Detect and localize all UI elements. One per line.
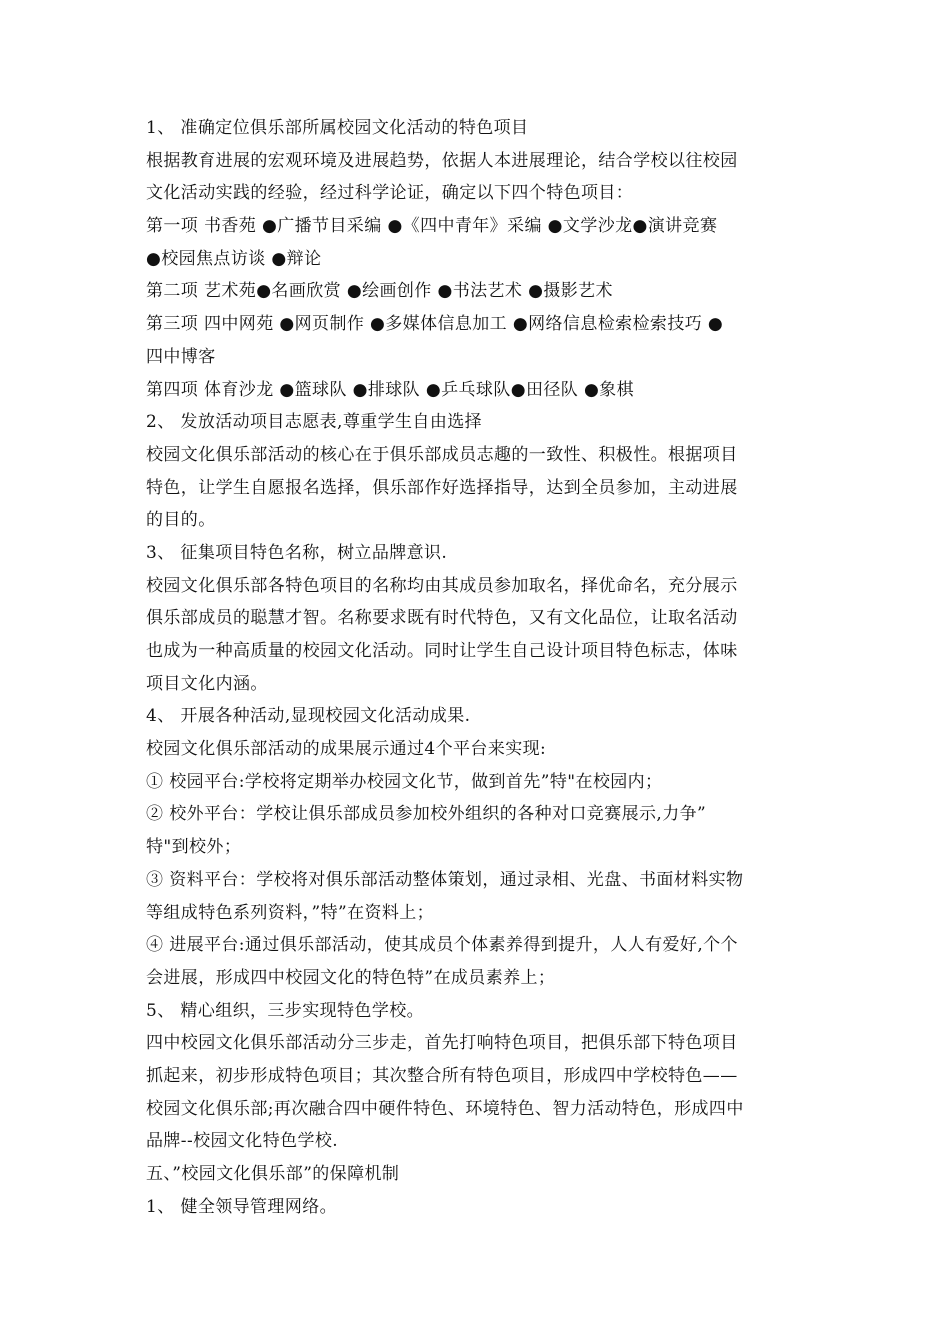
paragraph-line: 校园文化俱乐部活动的成果展示通过4个平台来实现: (146, 739, 547, 760)
project-item-3: 第三项 四中网苑 ●网页制作 ●多媒体信息加工 ●网络信息检索检索技巧 ● (146, 314, 724, 335)
paragraph-line: 校园文化俱乐部;再次融合四中硬件特色、环境特色、智力活动特色，形成四中 (146, 1098, 744, 1119)
section-heading-5: 5、 精心组织，三步实现特色学校。 (146, 1000, 425, 1021)
paragraph-line: 俱乐部成员的聪慧才智。名称要求既有时代特色，又有文化品位，让取名活动 (146, 608, 738, 629)
paragraph-line: 的目的。 (146, 510, 216, 531)
paragraph-line: 项目文化内涵。 (146, 673, 268, 694)
platform-item-1: ① 校园平台:学校将定期举办校园文化节，做到首先”特"在校园内； (146, 771, 663, 792)
section-heading-4: 4、 开展各种活动,显现校园文化活动成果. (146, 706, 471, 727)
subsection-heading-1: 1、 健全领导管理网络。 (146, 1196, 338, 1217)
paragraph-line: 根据教育进展的宏观环境及进展趋势，依据人本进展理论，结合学校以往校园 (146, 150, 738, 171)
project-item-4: 第四项 体育沙龙 ●篮球队 ●排球队 ●乒乓球队●田径队 ●象棋 (146, 379, 634, 400)
project-item-2: 第二项 艺术苑●名画欣赏 ●绘画创作 ●书法艺术 ●摄影艺术 (146, 281, 613, 302)
paragraph-line: 特色，让学生自愿报名选择，俱乐部作好选择指导，达到全员参加，主动进展 (146, 477, 738, 498)
platform-item-4: ④ 进展平台:通过俱乐部活动，使其成员个体素养得到提升，人人有爱好,个个 (146, 935, 738, 956)
paragraph-line: 也成为一种高质量的校园文化活动。同时让学生自己设计项目特色标志，体味 (146, 641, 738, 661)
section-heading-3: 3、 征集项目特色名称，树立品牌意识. (146, 542, 448, 563)
section-heading-1: 1、 准确定位俱乐部所属校园文化活动的特色项目 (146, 118, 529, 138)
project-item-1: 第一项 书香苑 ●广播节目采编 ●《四中青年》采编 ●文学沙龙●演讲竞赛 (146, 216, 718, 237)
document-body (146, 112, 810, 1223)
platform-item-4-continued: 会进展，形成四中校园文化的特色特”在成员素养上； (146, 967, 556, 988)
project-item-1-continued: ●校园焦点访谈 ●辩论 (146, 248, 322, 269)
chapter-heading-5: 五、”校园文化俱乐部”的保障机制 (146, 1164, 400, 1184)
paragraph-line: 文化活动实践的经验，经过科学论证，确定以下四个特色项目： (146, 183, 634, 204)
paragraph-line: 校园文化俱乐部各特色项目的名称均由其成员参加取名，择优命名，充分展示 (146, 575, 738, 596)
project-item-3-continued: 四中博客 (146, 346, 216, 367)
paragraph-line: 品牌--校园文化特色学校. (146, 1131, 339, 1152)
paragraph-line: 抓起来，初步形成特色项目；其次整合所有特色项目，形成四中学校特色—— (146, 1065, 738, 1086)
section-heading-2: 2、 发放活动项目志愿表,尊重学生自由选择 (146, 412, 483, 433)
platform-item-2-continued: 特"到校外； (146, 837, 242, 858)
platform-item-3-continued: 等组成特色系列资料，”特”在资料上； (146, 902, 435, 923)
platform-item-3: ③ 资料平台：学校将对俱乐部活动整体策划，通过录相、光盘、书面材料实物 (146, 869, 744, 890)
paragraph-line: 校园文化俱乐部活动的核心在于俱乐部成员志趣的一致性、积极性。根据项目 (146, 444, 738, 465)
paragraph-line: 四中校园文化俱乐部活动分三步走，首先打响特色项目，把俱乐部下特色项目 (146, 1033, 738, 1054)
platform-item-2: ② 校外平台：学校让俱乐部成员参加校外组织的各种对口竞赛展示,力争” (146, 804, 707, 825)
